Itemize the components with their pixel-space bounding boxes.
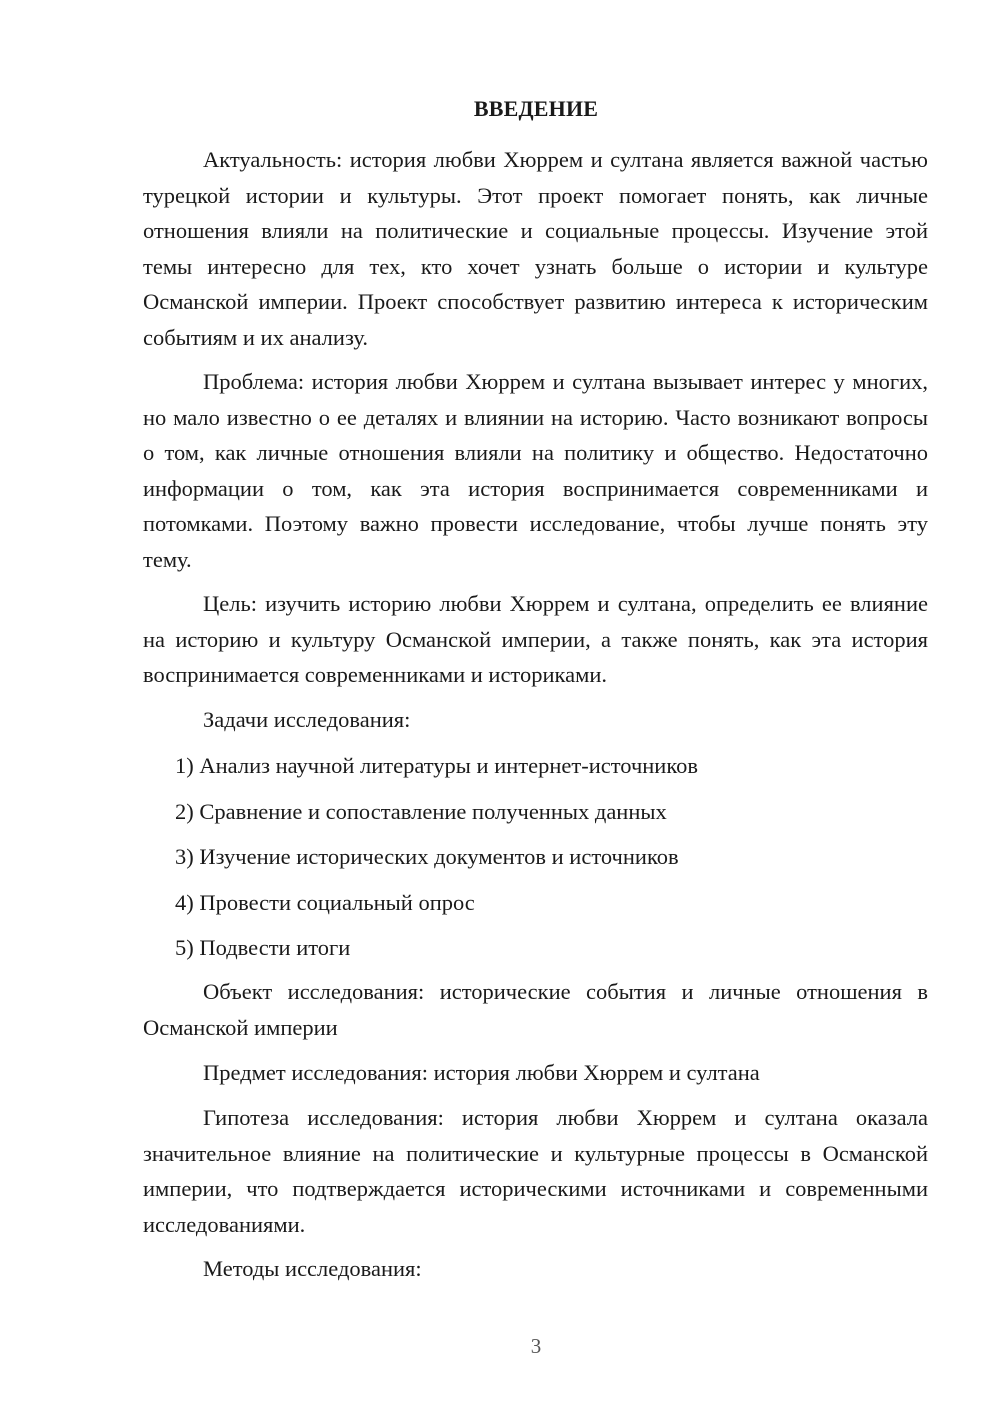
list-item: 3) Изучение исторических документов и источников <box>175 844 679 869</box>
page-number: 3 <box>530 1334 542 1358</box>
list-item: 1) Анализ научной литературы и интернет-источников <box>175 753 699 778</box>
methods-label: Методы исследования: <box>203 1256 422 1281</box>
tasks-list <box>143 748 928 966</box>
methods-section <box>143 1251 928 1287</box>
problem-paragraph: Проблема: история любви Хюррем и султана вызывает интерес у многих, но мало известно о ее деталях и влиянии на историю. Часто возникают вопросы о том, как личные отношения влияли на политику и общество. Недостаточно информации о том, как эта история воспринимается современниками и потомками. Поэтому важно провести исследование, чтобы лучше понять эту тему. <box>143 369 928 572</box>
list-item: 4) Провести социальный опрос <box>175 889 475 915</box>
hypothesis-section <box>143 1100 928 1242</box>
tasks-label: Задачи исследования: <box>203 707 411 732</box>
subject-section <box>143 1055 928 1091</box>
goal-section <box>143 586 928 693</box>
object-section <box>143 974 928 1045</box>
page-title: ВВЕДЕНИЕ <box>473 96 599 121</box>
goal-paragraph: Цель: изучить историю любви Хюррем и султана, определить ее влияние на историю и культуру Османской империи, а также понять, как эта история воспринимается современниками и историками. <box>143 591 928 687</box>
hypothesis-paragraph: Гипотеза исследования: история любви Хюррем и султана оказала значительное влияние на политические и культурные процессы в Османской империи, что подтверждается историческими источниками и современными исследованиями. <box>143 1105 928 1237</box>
object-paragraph: Объект исследования: исторические события и личные отношения в Османской империи <box>143 979 928 1040</box>
relevance-paragraph: Актуальность: история любви Хюррем и султана является важной частью турецкой истории и культуры. Этот проект помогает понять, как личные отношения влияли на политические и социальные процессы. Изучение этой темы интересно для тех, кто хочет узнать больше о истории и культуре Османской империи. Проект способствует развитию интереса к историческим событиям и их анализу. <box>143 147 928 350</box>
list-item: 2) Сравнение и сопоставление полученных данных <box>175 798 667 824</box>
list-item: 5) Подвести итоги <box>175 935 351 960</box>
relevance-section <box>143 142 928 355</box>
tasks-list-wrapper <box>143 748 928 966</box>
tasks-section <box>143 702 928 738</box>
problem-section <box>143 364 928 577</box>
subject-paragraph: Предмет исследования: история любви Хюррем и султана <box>203 1060 760 1085</box>
